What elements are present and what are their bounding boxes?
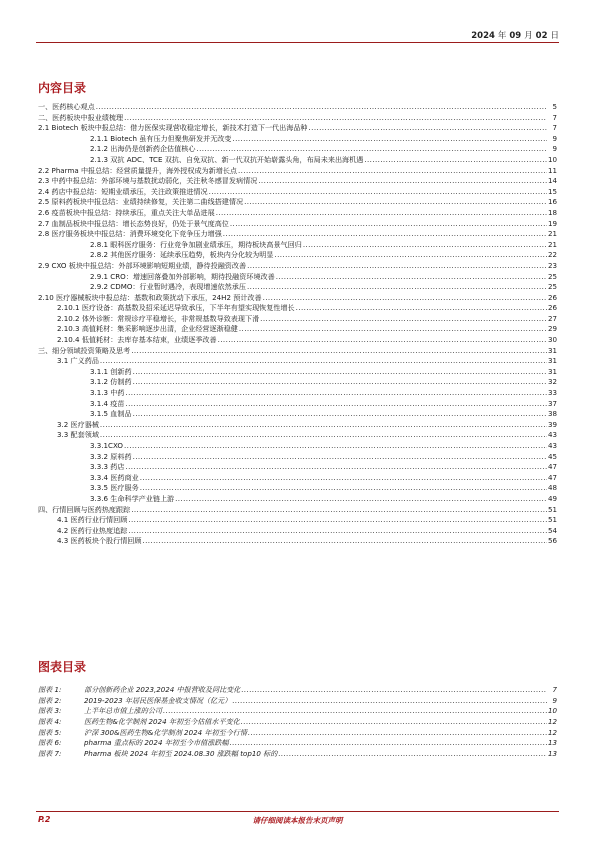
toc-entry[interactable] <box>38 526 557 537</box>
toc-entry-page: 21 <box>547 239 557 249</box>
dot-leader <box>309 123 547 134</box>
toc-entry-page: 51 <box>547 504 557 514</box>
toc-entry[interactable] <box>38 409 557 420</box>
figure-entry[interactable] <box>38 685 557 696</box>
toc-entry-page: 31 <box>547 356 557 366</box>
toc-entry[interactable] <box>38 261 557 272</box>
toc-entry[interactable] <box>38 346 557 357</box>
toc-entry[interactable] <box>38 293 557 304</box>
figure-entry-page: 12 <box>547 717 557 727</box>
figure-entry-number: 图表 4: <box>38 717 62 727</box>
dot-leader <box>278 749 547 760</box>
toc-entry-page: 56 <box>547 536 557 546</box>
toc-entry-label: 2.8.2 其他医疗服务：延续承压趋势，板块内分化较为明显 <box>90 250 274 260</box>
toc-entry-page: 29 <box>547 324 557 334</box>
toc-entry-label: 2.4 药店中报总结：短期业绩承压，关注政策推进情况 <box>38 186 208 196</box>
toc-entry-label: 3.1.2 仿制药 <box>90 377 132 387</box>
toc-entry-page: 26 <box>547 292 557 302</box>
dot-leader <box>100 430 547 441</box>
toc-entry-page: 23 <box>547 260 557 270</box>
toc-entry-label: 2.5 原料药板块中报总结：业绩持续修复，关注第二曲线搭建情况 <box>38 197 244 207</box>
toc-entry-label: 2.10.4 低值耗材：去库存基本结束，业绩逐季改善 <box>57 335 217 345</box>
toc-entry-page: 10 <box>547 154 557 164</box>
toc-entry[interactable] <box>38 123 557 134</box>
figure-entry-number: 图表 5: <box>38 727 62 737</box>
dot-leader <box>196 144 547 155</box>
toc-entry-label: 2.2 Pharma 中报总结：经营质量提升，海外授权成为新增长点 <box>38 165 238 175</box>
toc-entry[interactable] <box>38 473 557 484</box>
toc-entry-page: 32 <box>547 377 557 387</box>
figure-entry-page: 7 <box>552 685 557 694</box>
toc-entry-label: 四、行情回顾与医药热度跟踪 <box>38 504 131 514</box>
toc-entry-label: 二、医药板块中报业绩梳理 <box>38 112 124 122</box>
toc-entry-page: 25 <box>547 282 557 292</box>
figure-entry-page: 10 <box>547 706 557 716</box>
toc-entry-page: 54 <box>547 525 557 535</box>
figure-entry-title: pharma 重点标的 2024 年初至今市值涨跌幅 <box>84 738 229 748</box>
figure-entry-title: 医药生物&化学制剂 2024 年初至今估值水平变化 <box>84 717 240 727</box>
figure-entry-number: 图表 1: <box>38 685 62 694</box>
dot-leader <box>175 494 547 505</box>
dot-leader <box>133 367 547 378</box>
toc-entry[interactable] <box>38 367 557 378</box>
toc-entry-label: 3.3.6 生命科学产业链上游 <box>90 493 175 503</box>
toc-entry-page: 43 <box>547 441 557 450</box>
figure-entry-page: 12 <box>547 727 557 737</box>
dot-leader <box>126 462 547 473</box>
toc-entry-label: 2.10.1 医疗设备：高基数及招采延迟导致承压，下半年有望实现恢复性增长 <box>57 303 295 313</box>
toc-entry[interactable] <box>38 102 557 113</box>
toc-entry-page: 49 <box>547 493 557 503</box>
toc-entry-page: 45 <box>547 451 557 461</box>
dot-leader <box>230 219 547 230</box>
toc-entry-page: 43 <box>547 430 557 440</box>
toc-entry-page: 21 <box>547 229 557 239</box>
toc-entry[interactable] <box>38 166 557 177</box>
toc-entry-page: 18 <box>547 207 557 217</box>
dot-leader <box>142 536 546 547</box>
dot-leader <box>126 399 547 410</box>
toc-entry-page: 30 <box>547 335 557 345</box>
toc-entry-page: 47 <box>547 472 557 482</box>
toc-entry-page: 15 <box>547 186 557 196</box>
toc-entry[interactable] <box>38 377 557 388</box>
dot-leader <box>244 197 547 208</box>
toc-list <box>38 102 557 547</box>
figure-entry-number: 图表 3: <box>38 706 62 716</box>
toc-entry[interactable] <box>38 113 557 124</box>
figure-entry-title: 上半年总市值上涨的公司 <box>84 706 163 716</box>
figure-entry-page: 13 <box>547 749 557 759</box>
toc-entry-label: 3.1 广义药品 <box>57 356 99 366</box>
toc-entry-label: 3.1.1 创新药 <box>90 366 132 376</box>
disclaimer-note: 请仔细阅读本报告末页声明 <box>252 816 343 825</box>
toc-entry-page: 5 <box>552 102 557 111</box>
toc-entry[interactable] <box>38 430 557 441</box>
toc-entry[interactable] <box>38 144 557 155</box>
dot-leader <box>263 293 547 304</box>
dot-leader <box>131 505 547 516</box>
dot-leader <box>239 324 547 335</box>
toc-entry[interactable] <box>38 335 557 346</box>
toc-entry-label: 2.1.1 Biotech 虽有压力但聚焦研发并无改变 <box>90 133 232 143</box>
toc-entry-page: 48 <box>547 483 557 493</box>
toc-entry-label: 2.8 医疗服务板块中报总结：消费环境变化下竞争压力增强 <box>38 229 222 239</box>
figure-entry-number: 图表 6: <box>38 738 62 748</box>
toc-entry[interactable] <box>38 388 557 399</box>
toc-entry-page: 22 <box>547 250 557 260</box>
toc-entry[interactable] <box>38 134 557 145</box>
dot-leader <box>96 102 547 113</box>
dot-leader <box>233 134 548 145</box>
toc-entry-label: 3.3.4 医药商业 <box>90 472 139 482</box>
figure-list-title: 图表目录 <box>38 660 87 674</box>
toc-entry-label: 3.3 配套领域 <box>57 430 99 440</box>
dot-leader <box>133 409 547 420</box>
dot-leader <box>163 706 547 717</box>
toc-entry-page: 19 <box>547 218 557 228</box>
dot-leader <box>128 515 547 526</box>
toc-entry[interactable] <box>38 483 557 494</box>
toc-entry-page: 51 <box>547 515 557 525</box>
toc-entry-label: 3.1.5 血制品 <box>90 409 132 419</box>
toc-entry[interactable] <box>38 219 557 230</box>
dot-leader <box>124 441 547 452</box>
toc-entry-label: 2.9.1 CRO：增速回落叠加外部影响，期待投融资环境改善 <box>90 271 275 281</box>
dot-leader <box>364 155 547 166</box>
figure-entry[interactable] <box>38 738 557 749</box>
toc-entry[interactable] <box>38 229 557 240</box>
figure-entry[interactable] <box>38 717 557 728</box>
toc-entry[interactable] <box>38 494 557 505</box>
dot-leader <box>232 696 547 707</box>
figure-entry-page: 13 <box>547 738 557 748</box>
figure-entry[interactable] <box>38 728 557 739</box>
toc-entry[interactable] <box>38 462 557 473</box>
toc-entry[interactable] <box>38 515 557 526</box>
toc-entry-label: 4.3 医药板块个股行情回顾 <box>57 536 142 546</box>
toc-entry[interactable] <box>38 536 557 547</box>
dot-leader <box>133 452 547 463</box>
toc-entry[interactable] <box>38 197 557 208</box>
toc-entry-page: 9 <box>552 133 557 143</box>
toc-entry[interactable] <box>38 356 557 367</box>
toc-entry-label: 2.6 疫苗板块中报总结：持续承压，重点关注大单品进展 <box>38 207 215 217</box>
toc-entry-page: 47 <box>547 462 557 472</box>
toc-entry-page: 7 <box>552 112 557 122</box>
dot-leader <box>241 717 547 728</box>
toc-entry-label: 2.7 血制品板块中报总结：增长态势良好，仍处于景气度高位 <box>38 218 229 228</box>
toc-entry-label: 2.3 中药中报总结：外部环境与基数扰动弱化，关注秋冬感冒发病情况 <box>38 176 258 186</box>
figure-entry-page: 9 <box>552 695 557 705</box>
figure-entry[interactable] <box>38 749 557 760</box>
dot-leader <box>230 738 547 749</box>
toc-entry-label: 3.1.3 中药 <box>90 388 125 398</box>
toc-entry[interactable] <box>38 282 557 293</box>
toc-entry-page: 14 <box>547 176 557 186</box>
dot-leader <box>133 377 547 388</box>
toc-entry[interactable] <box>38 314 557 325</box>
figure-entry[interactable] <box>38 706 557 717</box>
toc-entry[interactable] <box>38 208 557 219</box>
toc-entry-label: 3.3.3 药店 <box>90 462 125 472</box>
toc-entry-label: 3.2 医疗器械 <box>57 419 99 429</box>
figure-entry-number: 图表 2: <box>38 695 62 705</box>
dot-leader <box>258 176 547 187</box>
toc-entry-page: 39 <box>547 419 557 429</box>
toc-entry[interactable] <box>38 250 557 261</box>
dot-leader <box>260 314 547 325</box>
toc-entry[interactable] <box>38 324 557 335</box>
dot-leader <box>218 335 547 346</box>
toc-entry[interactable] <box>38 399 557 410</box>
figure-entry-title: Pharma 板块 2024 年初至 2024.08.30 涨跌幅 top10 标的 <box>84 749 278 759</box>
figure-entry[interactable] <box>38 696 557 707</box>
toc-entry[interactable] <box>38 240 557 251</box>
dot-leader <box>100 356 547 367</box>
dot-leader <box>100 420 547 431</box>
toc-entry-label: 3.1.4 疫苗 <box>90 398 125 408</box>
toc-entry[interactable] <box>38 420 557 431</box>
figure-entry-number: 图表 7: <box>38 749 62 759</box>
toc-title: 内容目录 <box>38 81 87 95</box>
page-number: P.2 <box>38 815 51 824</box>
toc-entry-label: 2.10.3 高值耗材：集采影响逐步出清，企业经营逐渐稳健 <box>57 324 238 334</box>
toc-entry-label: 2.1.3 双抗 ADC、TCE 双抗、自免双抗、新一代双抗开始崭露头角，布局未来出海机遇 <box>90 154 364 164</box>
dot-leader <box>241 685 547 696</box>
toc-entry[interactable] <box>38 187 557 198</box>
toc-entry-label: 2.10 医疗器械板块中报总结：基数和政策扰动下承压，24H2 预计改善 <box>38 292 262 302</box>
footer-rule <box>36 811 559 812</box>
dot-leader <box>248 728 547 739</box>
dot-leader <box>126 388 547 399</box>
dot-leader <box>128 526 547 537</box>
toc-entry-page: 25 <box>547 271 557 281</box>
toc-entry-page: 26 <box>547 303 557 313</box>
toc-entry-label: 2.9 CXO 板块中报总结：外部环境影响短期业绩，静待投融资改善 <box>38 260 247 270</box>
dot-leader <box>296 303 547 314</box>
toc-entry-label: 3.3.5 医疗服务 <box>90 483 139 493</box>
dot-leader <box>124 113 547 124</box>
toc-entry-page: 7 <box>552 123 557 133</box>
toc-entry[interactable] <box>38 505 557 516</box>
dot-leader <box>223 229 547 240</box>
toc-entry-page: 27 <box>547 313 557 323</box>
toc-entry-label: 2.8.1 眼科医疗服务：行业竞争加剧业绩承压，期待板块高景气回归 <box>90 239 302 249</box>
dot-leader <box>140 473 547 484</box>
toc-entry-page: 38 <box>547 409 557 419</box>
dot-leader <box>140 483 547 494</box>
dot-leader <box>303 240 547 251</box>
toc-entry-page: 11 <box>547 165 557 175</box>
toc-entry-label: 2.1.2 出海仍是创新药企估值核心 <box>90 144 196 154</box>
dot-leader <box>131 346 547 357</box>
toc-entry-label: 3.3.1CXO <box>90 441 123 450</box>
dot-leader <box>216 208 547 219</box>
toc-entry[interactable] <box>38 452 557 463</box>
dot-leader <box>247 261 547 272</box>
toc-entry-label: 4.2 医药行业热度追踪 <box>57 525 128 535</box>
dot-leader <box>274 250 547 261</box>
toc-entry-page: 33 <box>547 388 557 398</box>
toc-entry-page: 31 <box>547 366 557 376</box>
dot-leader <box>276 272 547 283</box>
toc-entry-page: 16 <box>547 197 557 207</box>
dot-leader <box>247 282 547 293</box>
report-date: 2024 年 09 月 02 日 <box>471 31 559 41</box>
toc-entry-label: 2.1 Biotech 板块中报总结：借力医保实现营收稳定增长，新技术打造下一代出海品种 <box>38 123 308 133</box>
toc-entry-label: 3.3.2 原料药 <box>90 451 132 461</box>
toc-entry[interactable] <box>38 441 557 452</box>
figure-entry-title: 部分创新药企业 2023,2024 中报营收及同比变化 <box>84 685 241 694</box>
toc-entry-label: 2.9.2 CDMO：行业暂时遇冷，表现增速依然承压 <box>90 282 246 292</box>
toc-entry-page: 37 <box>547 398 557 408</box>
toc-entry-label: 一、医药核心观点 <box>38 102 95 111</box>
figure-entry-title: 沪深 300&医药生物&化学制剂 2024 年初至今行情 <box>84 727 247 737</box>
figure-list <box>38 685 557 760</box>
figure-entry-title: 2019-2023 年居民医保基金收支情况（亿元） <box>84 695 232 705</box>
toc-entry-page: 9 <box>552 144 557 154</box>
toc-entry-label: 三、细分领域投资策略及思考 <box>38 345 131 355</box>
toc-entry[interactable] <box>38 303 557 314</box>
toc-entry[interactable] <box>38 176 557 187</box>
dot-leader <box>238 166 547 177</box>
toc-entry[interactable] <box>38 272 557 283</box>
header-rule <box>36 42 559 43</box>
toc-entry[interactable] <box>38 155 557 166</box>
toc-entry-label: 2.10.2 体外诊断：常规诊疗平稳增长，非常规基数导致表现下滑 <box>57 313 260 323</box>
toc-entry-label: 4.1 医药行业行情回顾 <box>57 515 128 525</box>
dot-leader <box>209 187 547 198</box>
toc-entry-page: 31 <box>547 345 557 355</box>
